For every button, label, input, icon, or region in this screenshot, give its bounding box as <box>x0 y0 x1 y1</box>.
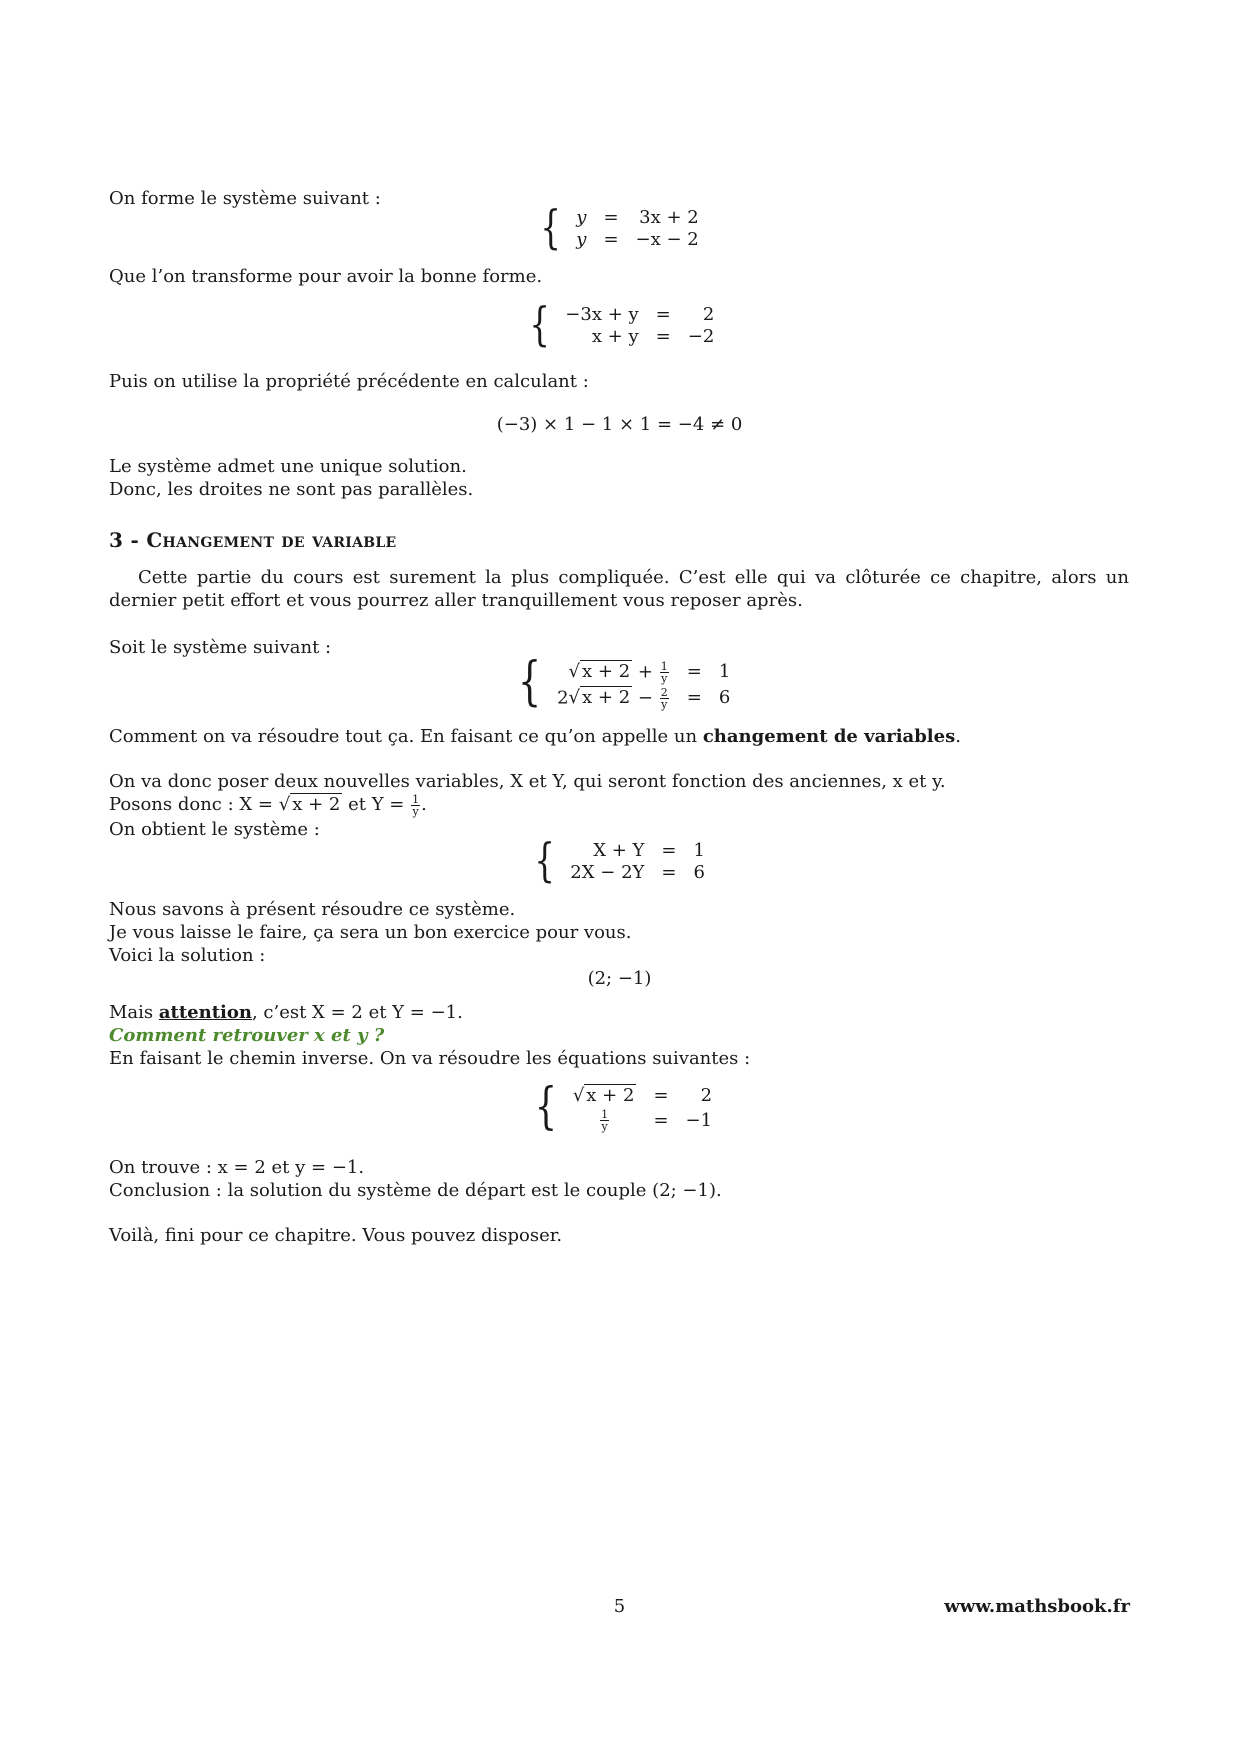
eq-sign: = <box>686 687 702 708</box>
denominator: y <box>661 671 668 685</box>
eq-sign: = <box>603 229 619 250</box>
eq-sign: = <box>655 304 671 325</box>
radicand: x + 2 <box>586 1084 635 1106</box>
eq-right: −1 <box>685 1109 713 1131</box>
eq-left: X + Y <box>593 840 645 861</box>
text-line: On obtient le système : <box>109 819 320 840</box>
eq-left: y <box>576 229 587 250</box>
equation-system-2 <box>525 297 719 351</box>
numerator: 1 <box>660 659 668 673</box>
text-line: Nous savons à présent résoudre ce système. <box>109 899 516 920</box>
left-brace: { <box>534 833 555 887</box>
left-brace: { <box>529 297 550 351</box>
text-line: Le système admet une unique solution. <box>109 456 467 477</box>
eq-sign: = <box>653 1084 669 1106</box>
text-line: En faisant le chemin inverse. On va résoudre les équations suivantes : <box>109 1048 751 1069</box>
denominator: y <box>661 697 668 711</box>
text-line: Donc, les droites ne sont pas parallèles. <box>109 479 474 500</box>
eq-right: 1 <box>718 661 731 682</box>
text-line: On trouve : x = 2 et y = −1. <box>109 1157 365 1178</box>
left-brace: { <box>517 652 542 712</box>
equation-system-4 <box>530 833 710 887</box>
equation-system-1 <box>536 200 704 254</box>
highlight-question: Comment retrouver x et y ? <box>109 1025 385 1046</box>
page-number: 5 <box>613 1596 626 1617</box>
fraction <box>411 794 420 817</box>
text-span: . <box>421 794 427 815</box>
denominator: y <box>412 804 419 818</box>
text-line: On forme le système suivant : <box>109 188 381 209</box>
eq-right: −2 <box>687 326 715 347</box>
solution: (2; −1) <box>587 968 652 989</box>
equation-table <box>552 659 735 711</box>
text-line <box>109 793 427 817</box>
text-line: Soit le système suivant : <box>109 637 332 658</box>
text-span: et Y = <box>342 794 411 815</box>
text-line: Voilà, fini pour ce chapitre. Vous pouvez disposer. <box>109 1225 563 1246</box>
paragraph: Cette partie du cours est surement la plus compliquée. C’est elle qui va clôturée ce chapitre, alors un dernier petit effort et vous pourrez aller tranquillement vous reposer après. <box>109 567 1129 611</box>
operator: − <box>637 687 653 708</box>
denominator: y <box>601 1120 608 1133</box>
eq-left: −3x + y <box>565 304 639 325</box>
equation-table <box>571 207 703 251</box>
text-line: Voici la solution : <box>109 945 266 966</box>
fraction <box>600 1109 609 1132</box>
eq-left: 2X − 2Y <box>570 862 645 883</box>
bold-term: changement de variables <box>702 726 956 747</box>
equation-table <box>568 1083 717 1133</box>
text-line <box>109 1001 463 1024</box>
eq-right: 6 <box>718 687 731 708</box>
eq-right: 2 <box>700 1084 713 1106</box>
eq-right: −x − 2 <box>635 229 699 250</box>
equation-system-5 <box>530 1077 717 1135</box>
eq-sign: = <box>655 326 671 347</box>
radicand: x + 2 <box>582 687 631 708</box>
radicand: x + 2 <box>582 661 631 682</box>
equation-system-3 <box>513 652 735 712</box>
coefficient: 2 <box>557 687 569 708</box>
left-brace: { <box>534 1077 558 1135</box>
text-line <box>109 725 961 748</box>
equation-table <box>565 840 710 884</box>
section-title: 3 - Changement de variable <box>109 528 397 552</box>
eq-right: 2 <box>702 304 715 325</box>
site-url[interactable]: www.mathsbook.fr <box>944 1596 1130 1617</box>
eq-sign: = <box>661 840 677 861</box>
eq-sign: = <box>686 661 702 682</box>
eq-sign: = <box>661 862 677 883</box>
eq-sign: = <box>653 1109 669 1131</box>
eq-right: 1 <box>693 840 705 861</box>
text-line: On va donc poser deux nouvelles variables, X et Y, qui seront fonction des anciennes, x et y. <box>109 771 946 792</box>
left-brace: { <box>540 200 561 254</box>
numerator: 1 <box>412 792 420 806</box>
text-line: Puis on utilise la propriété précédente en calculant : <box>109 371 589 392</box>
text-line: Je vous laisse le faire, ça sera un bon exercice pour vous. <box>109 922 632 943</box>
sqrt-symbol: √ x + 2 <box>568 661 631 682</box>
radicand: x + 2 <box>292 794 341 815</box>
calculation: (−3) × 1 − 1 × 1 = −4 ≠ 0 <box>496 414 743 435</box>
operator: + <box>637 661 653 682</box>
text-span: Mais <box>109 1002 159 1023</box>
eq-sign: = <box>603 207 619 228</box>
text-line: Conclusion : la solution du système de départ est le couple (2; −1). <box>109 1180 722 1201</box>
sqrt-symbol: √ x + 2 <box>278 794 341 815</box>
eq-right: 3x + 2 <box>639 207 699 228</box>
text-span: . <box>955 726 961 747</box>
numerator: 2 <box>660 685 668 699</box>
fraction <box>660 661 669 684</box>
eq-left: x + y <box>591 326 639 347</box>
eq-left: y <box>576 207 587 228</box>
sqrt-symbol: √ x + 2 <box>568 687 631 708</box>
sqrt-symbol: √ x + 2 <box>572 1084 635 1106</box>
text-span: Comment on va résoudre tout ça. En faisant ce qu’on appelle un <box>109 726 703 747</box>
equation-table <box>560 304 719 348</box>
text-line: Que l’on transforme pour avoir la bonne forme. <box>109 266 543 287</box>
numerator: 1 <box>601 1108 609 1121</box>
text-span: , c’est X = 2 et Y = −1. <box>251 1002 463 1023</box>
text-span: Posons donc : X = <box>109 794 279 815</box>
eq-right: 6 <box>693 862 705 883</box>
fraction <box>660 687 669 710</box>
underlined-term: attention <box>158 1002 252 1023</box>
